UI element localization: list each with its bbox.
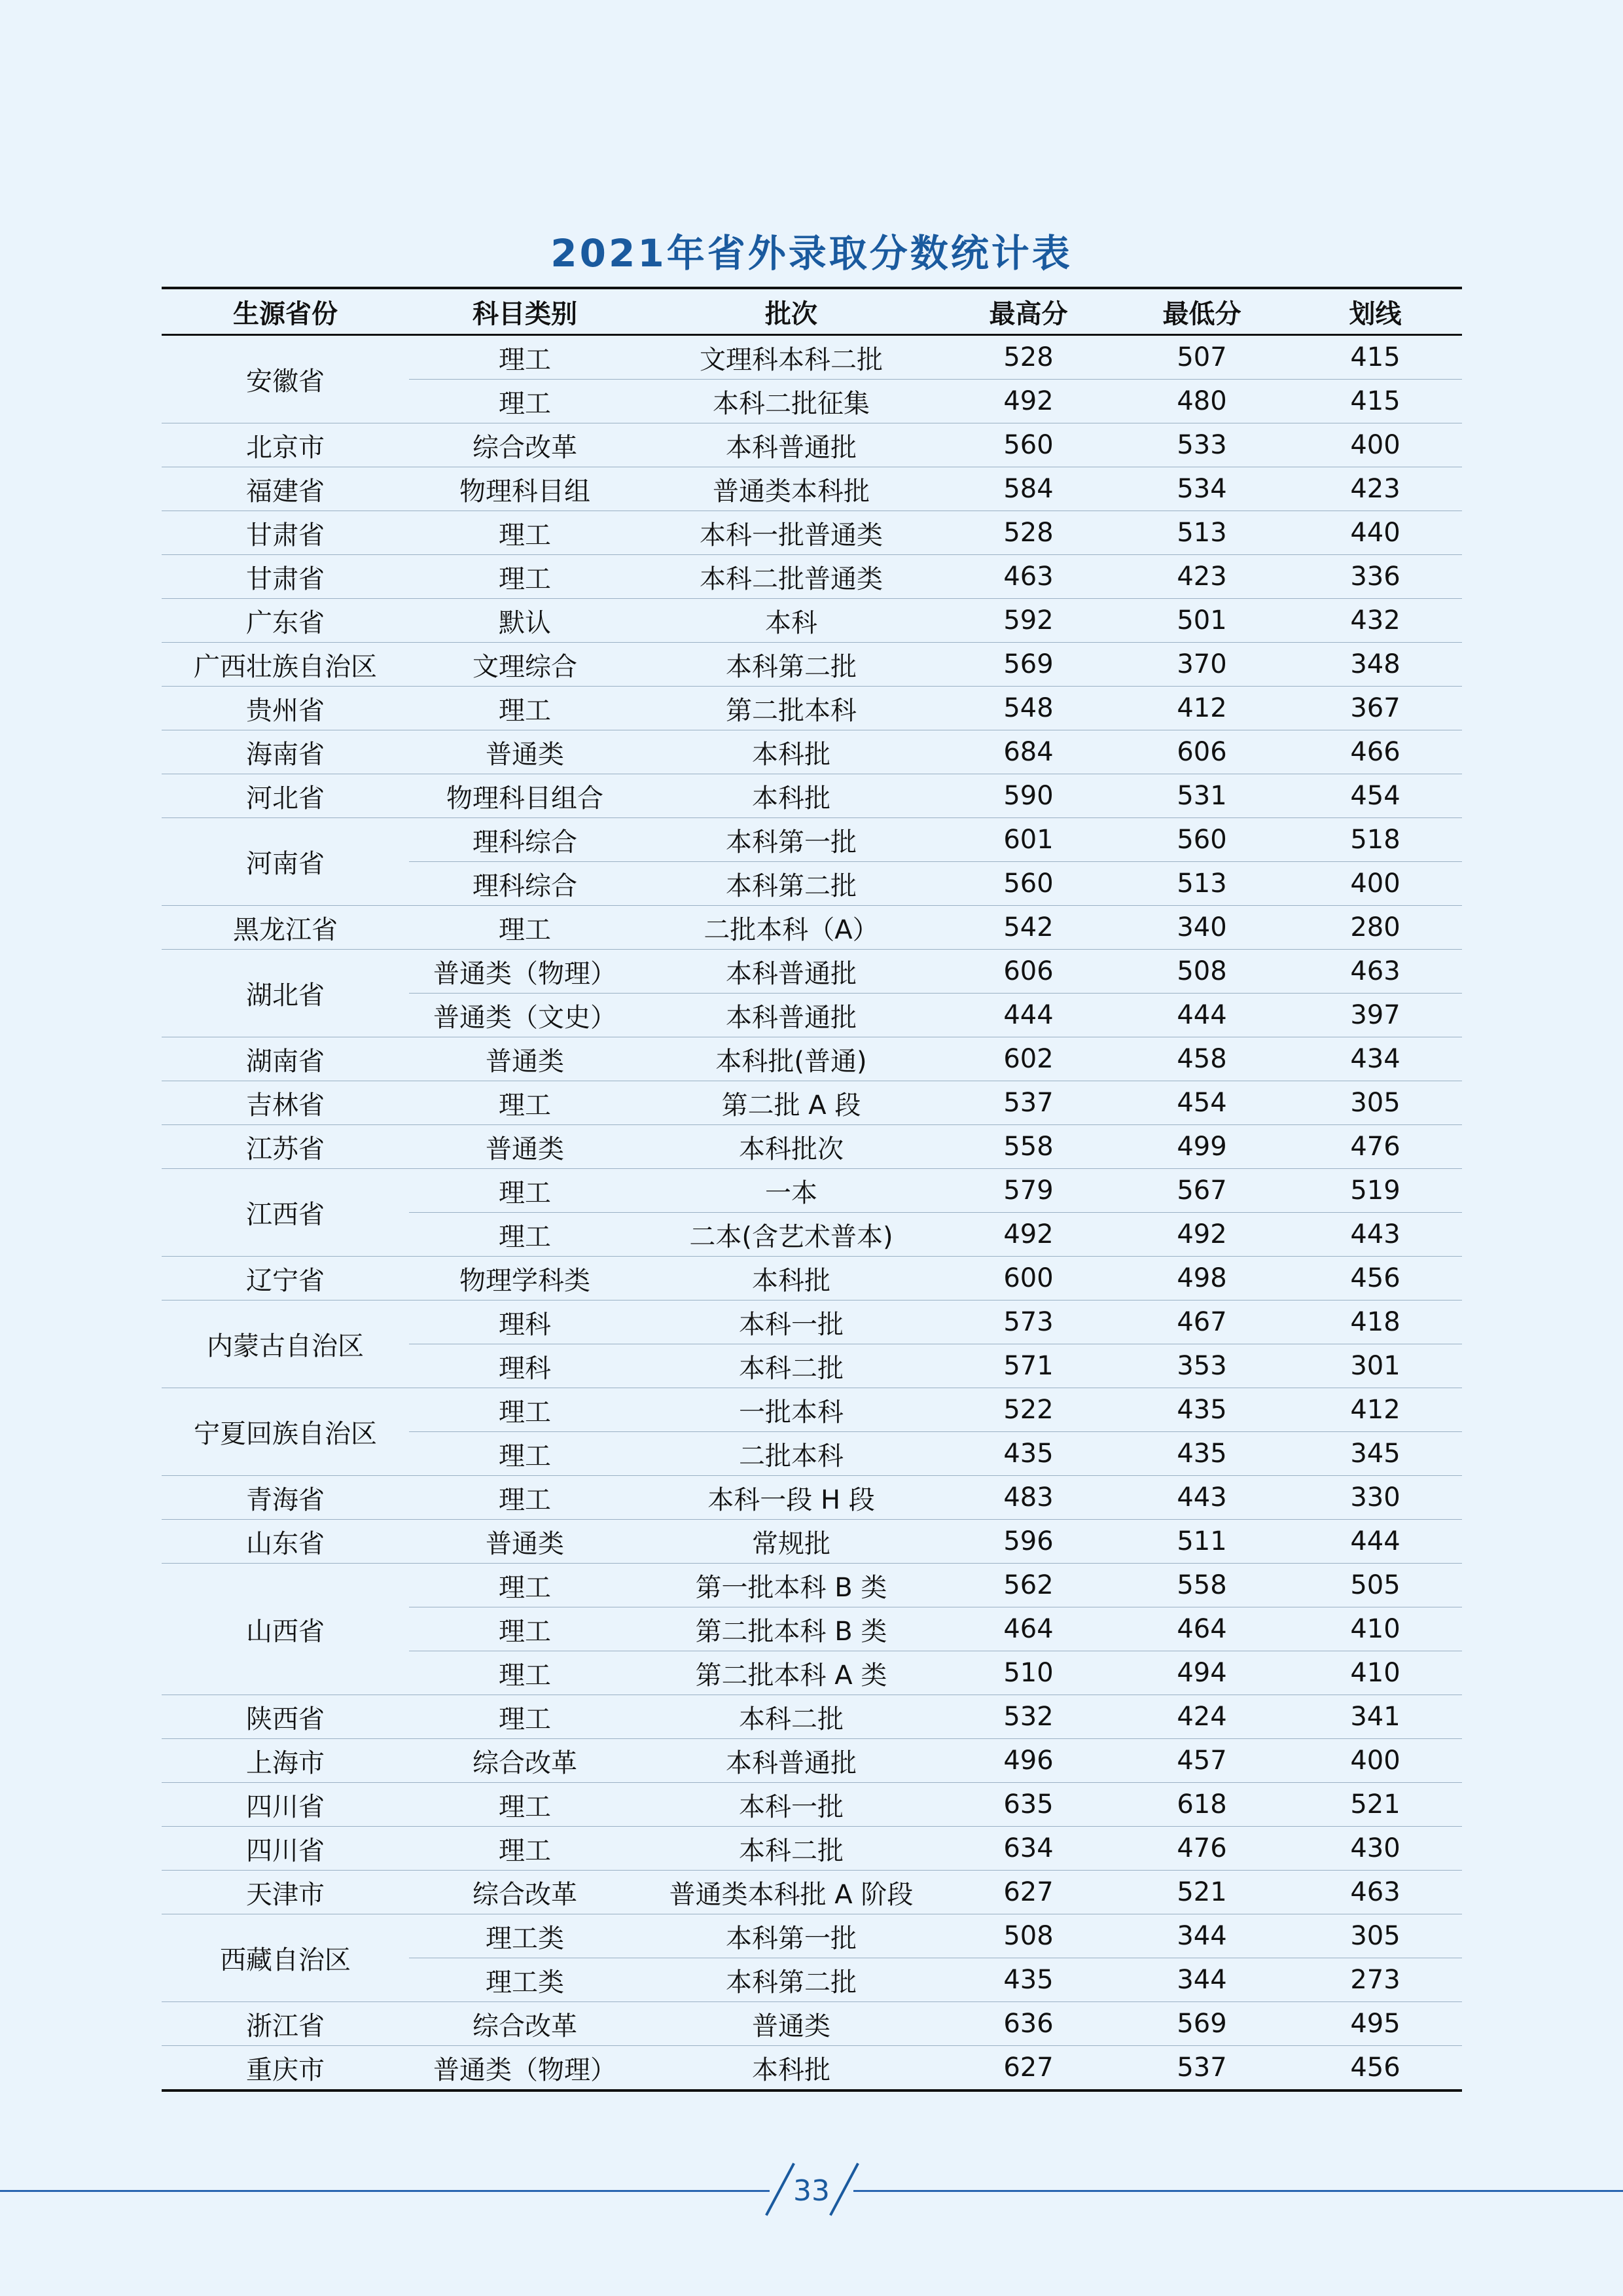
cell-max-score: 627: [942, 2046, 1115, 2091]
cell-max-score: 560: [942, 862, 1115, 906]
header-cutoff-line: 划线: [1289, 288, 1462, 335]
cell-batch: 本科批: [641, 1257, 942, 1300]
cell-batch: 本科批: [641, 2046, 942, 2091]
cell-subject: 普通类（文史）: [409, 994, 641, 1037]
cell-subject: 理工: [409, 1783, 641, 1827]
cell-max-score: 492: [942, 380, 1115, 423]
cell-cutoff-line: 305: [1289, 1914, 1462, 1958]
cell-cutoff-line: 495: [1289, 2002, 1462, 2046]
cell-max-score: 635: [942, 1783, 1115, 1827]
cell-cutoff-line: 397: [1289, 994, 1462, 1037]
cell-subject: 理工: [409, 1827, 641, 1871]
table-row: [162, 1520, 1462, 1564]
cell-cutoff-line: 330: [1289, 1476, 1462, 1520]
cell-batch: 本科批: [641, 730, 942, 774]
cell-cutoff-line: 463: [1289, 950, 1462, 994]
cell-max-score: 510: [942, 1651, 1115, 1695]
table-row: [162, 1739, 1462, 1783]
cell-batch: 二批本科: [641, 1432, 942, 1476]
cell-max-score: 528: [942, 335, 1115, 380]
cell-min-score: 370: [1115, 643, 1289, 687]
cell-min-score: 560: [1115, 818, 1289, 862]
cell-cutoff-line: 400: [1289, 862, 1462, 906]
cell-subject: 普通类: [409, 1037, 641, 1081]
table-row: [162, 1827, 1462, 1871]
cell-min-score: 558: [1115, 1564, 1289, 1607]
cell-province: 山西省: [162, 1564, 409, 1695]
cell-min-score: 513: [1115, 862, 1289, 906]
cell-min-score: 424: [1115, 1695, 1289, 1739]
cell-cutoff-line: 463: [1289, 1871, 1462, 1914]
cell-subject: 理工: [409, 511, 641, 555]
cell-subject: 理工: [409, 1476, 641, 1520]
cell-batch: 本科普通批: [641, 994, 942, 1037]
cell-batch: 普通类本科批 A 阶段: [641, 1871, 942, 1914]
cell-min-score: 457: [1115, 1739, 1289, 1783]
cell-batch: 普通类: [641, 2002, 942, 2046]
table-row: [162, 1695, 1462, 1739]
cell-subject: 文理综合: [409, 643, 641, 687]
cell-province: 陕西省: [162, 1695, 409, 1739]
cell-min-score: 344: [1115, 1958, 1289, 2002]
cell-batch: 本科一批: [641, 1783, 942, 1827]
table-row: [162, 1871, 1462, 1914]
cell-subject: 理工: [409, 1564, 641, 1607]
table-row: [162, 1300, 1462, 1344]
cell-min-score: 606: [1115, 730, 1289, 774]
cell-min-score: 533: [1115, 423, 1289, 467]
cell-max-score: 569: [942, 643, 1115, 687]
table-row: [162, 1476, 1462, 1520]
table-row: [162, 950, 1462, 994]
cell-province: 宁夏回族自治区: [162, 1388, 409, 1476]
cell-cutoff-line: 273: [1289, 1958, 1462, 2002]
cell-batch: 本科普通批: [641, 1739, 942, 1783]
cell-max-score: 542: [942, 906, 1115, 950]
cell-province: 西藏自治区: [162, 1914, 409, 2002]
cell-batch: 本科第一批: [641, 1914, 942, 1958]
cell-subject: 普通类（物理）: [409, 950, 641, 994]
cell-max-score: 532: [942, 1695, 1115, 1739]
cell-min-score: 567: [1115, 1169, 1289, 1213]
cell-province: 内蒙古自治区: [162, 1300, 409, 1388]
table-row: [162, 511, 1462, 555]
header-min-score: 最低分: [1115, 288, 1289, 335]
cell-subject: 理科综合: [409, 862, 641, 906]
cell-subject: 理工: [409, 335, 641, 380]
page-number: 33: [793, 2174, 830, 2208]
cell-province: 湖南省: [162, 1037, 409, 1081]
cell-subject: 默认: [409, 599, 641, 643]
cell-batch: 第二批 A 段: [641, 1081, 942, 1125]
cell-max-score: 606: [942, 950, 1115, 994]
cell-subject: 理工: [409, 1607, 641, 1651]
table-row: [162, 643, 1462, 687]
cell-batch: 本科批(普通): [641, 1037, 942, 1081]
cell-max-score: 584: [942, 467, 1115, 511]
cell-subject: 理工: [409, 1213, 641, 1257]
table-row: [162, 1257, 1462, 1300]
cell-max-score: 634: [942, 1827, 1115, 1871]
cell-province: 上海市: [162, 1739, 409, 1783]
cell-province: 河北省: [162, 774, 409, 818]
cell-cutoff-line: 443: [1289, 1213, 1462, 1257]
table-row: [162, 906, 1462, 950]
cell-province: 辽宁省: [162, 1257, 409, 1300]
cell-province: 青海省: [162, 1476, 409, 1520]
table-row: [162, 1169, 1462, 1213]
footer-rule-right: [853, 2190, 1623, 2192]
cell-subject: 理科综合: [409, 818, 641, 862]
cell-max-score: 483: [942, 1476, 1115, 1520]
cell-province: 天津市: [162, 1871, 409, 1914]
cell-subject: 普通类: [409, 1520, 641, 1564]
cell-min-score: 494: [1115, 1651, 1289, 1695]
cell-subject: 理工: [409, 906, 641, 950]
cell-min-score: 513: [1115, 511, 1289, 555]
cell-max-score: 548: [942, 687, 1115, 730]
cell-province: 海南省: [162, 730, 409, 774]
cell-batch: 第一批本科 B 类: [641, 1564, 942, 1607]
cell-batch: 本科二批: [641, 1344, 942, 1388]
cell-batch: 本科批次: [641, 1125, 942, 1169]
cell-max-score: 464: [942, 1607, 1115, 1651]
cell-province: 河南省: [162, 818, 409, 906]
cell-batch: 本科二批: [641, 1695, 942, 1739]
table-row: [162, 599, 1462, 643]
cell-max-score: 496: [942, 1739, 1115, 1783]
cell-min-score: 501: [1115, 599, 1289, 643]
header-batch: 批次: [641, 288, 942, 335]
table-row: [162, 423, 1462, 467]
cell-province: 湖北省: [162, 950, 409, 1037]
cell-max-score: 463: [942, 555, 1115, 599]
cell-min-score: 344: [1115, 1914, 1289, 1958]
cell-cutoff-line: 400: [1289, 1739, 1462, 1783]
cell-max-score: 522: [942, 1388, 1115, 1432]
cell-min-score: 492: [1115, 1213, 1289, 1257]
table-row: [162, 818, 1462, 862]
cell-min-score: 340: [1115, 906, 1289, 950]
cell-province: 吉林省: [162, 1081, 409, 1125]
cell-subject: 理工: [409, 1432, 641, 1476]
cell-cutoff-line: 367: [1289, 687, 1462, 730]
cell-cutoff-line: 476: [1289, 1125, 1462, 1169]
cell-subject: 理工: [409, 1081, 641, 1125]
cell-batch: 一批本科: [641, 1388, 942, 1432]
cell-subject: 理科: [409, 1300, 641, 1344]
cell-cutoff-line: 410: [1289, 1607, 1462, 1651]
cell-batch: 文理科本科二批: [641, 335, 942, 380]
cell-province: 江西省: [162, 1169, 409, 1257]
cell-province: 四川省: [162, 1783, 409, 1827]
cell-subject: 理工: [409, 1169, 641, 1213]
cell-cutoff-line: 418: [1289, 1300, 1462, 1344]
cell-province: 黑龙江省: [162, 906, 409, 950]
cell-cutoff-line: 305: [1289, 1081, 1462, 1125]
cell-max-score: 601: [942, 818, 1115, 862]
cell-min-score: 569: [1115, 2002, 1289, 2046]
header-province: 生源省份: [162, 288, 409, 335]
cell-batch: 本科第二批: [641, 1958, 942, 2002]
cell-province: 四川省: [162, 1827, 409, 1871]
cell-cutoff-line: 280: [1289, 906, 1462, 950]
cell-subject: 理工: [409, 555, 641, 599]
cell-batch: 本科一批: [641, 1300, 942, 1344]
cell-max-score: 592: [942, 599, 1115, 643]
cell-batch: 本科普通批: [641, 423, 942, 467]
cell-min-score: 412: [1115, 687, 1289, 730]
cell-batch: 第二批本科 A 类: [641, 1651, 942, 1695]
cell-max-score: 528: [942, 511, 1115, 555]
cell-cutoff-line: 301: [1289, 1344, 1462, 1388]
cell-max-score: 508: [942, 1914, 1115, 1958]
cell-min-score: 507: [1115, 335, 1289, 380]
cell-min-score: 480: [1115, 380, 1289, 423]
cell-cutoff-line: 456: [1289, 2046, 1462, 2091]
cell-province: 贵州省: [162, 687, 409, 730]
cell-batch: 常规批: [641, 1520, 942, 1564]
cell-batch: 本科第二批: [641, 862, 942, 906]
cell-min-score: 511: [1115, 1520, 1289, 1564]
cell-min-score: 534: [1115, 467, 1289, 511]
cell-min-score: 508: [1115, 950, 1289, 994]
cell-cutoff-line: 341: [1289, 1695, 1462, 1739]
cell-province: 广西壮族自治区: [162, 643, 409, 687]
table-row: [162, 1037, 1462, 1081]
cell-cutoff-line: 434: [1289, 1037, 1462, 1081]
cell-province: 甘肃省: [162, 511, 409, 555]
cell-batch: 本科第二批: [641, 643, 942, 687]
cell-min-score: 458: [1115, 1037, 1289, 1081]
table-row: [162, 555, 1462, 599]
cell-max-score: 492: [942, 1213, 1115, 1257]
cell-batch: 第二批本科: [641, 687, 942, 730]
cell-max-score: 573: [942, 1300, 1115, 1344]
cell-cutoff-line: 444: [1289, 1520, 1462, 1564]
cell-cutoff-line: 348: [1289, 643, 1462, 687]
cell-province: 广东省: [162, 599, 409, 643]
cell-subject: 理工: [409, 1388, 641, 1432]
cell-batch: 本科一段 H 段: [641, 1476, 942, 1520]
cell-subject: 综合改革: [409, 2002, 641, 2046]
cell-max-score: 600: [942, 1257, 1115, 1300]
cell-subject: 物理科目组: [409, 467, 641, 511]
cell-province: 重庆市: [162, 2046, 409, 2091]
cell-min-score: 498: [1115, 1257, 1289, 1300]
cell-batch: 本科批: [641, 774, 942, 818]
cell-subject: 理工: [409, 1695, 641, 1739]
cell-province: 浙江省: [162, 2002, 409, 2046]
table-row: [162, 1564, 1462, 1607]
cell-cutoff-line: 519: [1289, 1169, 1462, 1213]
cell-min-score: 499: [1115, 1125, 1289, 1169]
cell-subject: 物理科目组合: [409, 774, 641, 818]
cell-batch: 本科第一批: [641, 818, 942, 862]
cell-min-score: 435: [1115, 1432, 1289, 1476]
cell-cutoff-line: 521: [1289, 1783, 1462, 1827]
cell-min-score: 435: [1115, 1388, 1289, 1432]
table-header: [162, 288, 1462, 335]
cell-max-score: 558: [942, 1125, 1115, 1169]
cell-min-score: 443: [1115, 1476, 1289, 1520]
cell-min-score: 423: [1115, 555, 1289, 599]
cell-subject: 普通类: [409, 730, 641, 774]
cell-subject: 物理学科类: [409, 1257, 641, 1300]
table-row: [162, 774, 1462, 818]
cell-cutoff-line: 415: [1289, 335, 1462, 380]
table-row: [162, 1388, 1462, 1432]
table-row: [162, 2002, 1462, 2046]
cell-cutoff-line: 466: [1289, 730, 1462, 774]
cell-cutoff-line: 505: [1289, 1564, 1462, 1607]
cell-subject: 综合改革: [409, 423, 641, 467]
cell-subject: 理工类: [409, 1958, 641, 2002]
cell-cutoff-line: 440: [1289, 511, 1462, 555]
cell-subject: 理科: [409, 1344, 641, 1388]
cell-cutoff-line: 336: [1289, 555, 1462, 599]
table-body: [162, 335, 1462, 2091]
cell-batch: 本科二批普通类: [641, 555, 942, 599]
cell-batch: 普通类本科批: [641, 467, 942, 511]
cell-cutoff-line: 345: [1289, 1432, 1462, 1476]
cell-min-score: 476: [1115, 1827, 1289, 1871]
cell-min-score: 467: [1115, 1300, 1289, 1344]
cell-min-score: 454: [1115, 1081, 1289, 1125]
cell-batch: 二批本科（A）: [641, 906, 942, 950]
cell-min-score: 353: [1115, 1344, 1289, 1388]
cell-batch: 本科: [641, 599, 942, 643]
cell-province: 北京市: [162, 423, 409, 467]
cell-province: 安徽省: [162, 335, 409, 423]
cell-subject: 综合改革: [409, 1739, 641, 1783]
cell-subject: 普通类: [409, 1125, 641, 1169]
cell-cutoff-line: 456: [1289, 1257, 1462, 1300]
cell-cutoff-line: 410: [1289, 1651, 1462, 1695]
cell-province: 山东省: [162, 1520, 409, 1564]
score-table: [162, 287, 1462, 2092]
cell-province: 福建省: [162, 467, 409, 511]
table-row: [162, 335, 1462, 380]
cell-max-score: 562: [942, 1564, 1115, 1607]
table-row: [162, 687, 1462, 730]
cell-cutoff-line: 412: [1289, 1388, 1462, 1432]
cell-batch: 本科一批普通类: [641, 511, 942, 555]
cell-subject: 理工类: [409, 1914, 641, 1958]
cell-batch: 第二批本科 B 类: [641, 1607, 942, 1651]
cell-min-score: 618: [1115, 1783, 1289, 1827]
table-row: [162, 1081, 1462, 1125]
cell-max-score: 435: [942, 1958, 1115, 2002]
header-max-score: 最高分: [942, 288, 1115, 335]
cell-province: 甘肃省: [162, 555, 409, 599]
cell-max-score: 571: [942, 1344, 1115, 1388]
cell-cutoff-line: 423: [1289, 467, 1462, 511]
table-row: [162, 1125, 1462, 1169]
cell-subject: 理工: [409, 380, 641, 423]
table-row: [162, 1914, 1462, 1958]
cell-cutoff-line: 400: [1289, 423, 1462, 467]
cell-batch: 本科普通批: [641, 950, 942, 994]
header-subject: 科目类别: [409, 288, 641, 335]
table-row: [162, 2046, 1462, 2091]
table-row: [162, 467, 1462, 511]
page-title: 2021年省外录取分数统计表: [550, 231, 1073, 276]
cell-cutoff-line: 518: [1289, 818, 1462, 862]
cell-subject: 理工: [409, 687, 641, 730]
cell-batch: 本科二批征集: [641, 380, 942, 423]
cell-max-score: 684: [942, 730, 1115, 774]
header-row: [162, 288, 1462, 335]
cell-max-score: 590: [942, 774, 1115, 818]
cell-subject: 普通类（物理）: [409, 2046, 641, 2091]
cell-max-score: 435: [942, 1432, 1115, 1476]
cell-subject: 综合改革: [409, 1871, 641, 1914]
cell-min-score: 531: [1115, 774, 1289, 818]
cell-max-score: 579: [942, 1169, 1115, 1213]
cell-cutoff-line: 454: [1289, 774, 1462, 818]
cell-max-score: 596: [942, 1520, 1115, 1564]
cell-province: 江苏省: [162, 1125, 409, 1169]
cell-max-score: 627: [942, 1871, 1115, 1914]
cell-min-score: 521: [1115, 1871, 1289, 1914]
cell-max-score: 537: [942, 1081, 1115, 1125]
cell-cutoff-line: 415: [1289, 380, 1462, 423]
cell-cutoff-line: 430: [1289, 1827, 1462, 1871]
footer-rule-left: [0, 2190, 770, 2192]
cell-max-score: 444: [942, 994, 1115, 1037]
cell-batch: 一本: [641, 1169, 942, 1213]
cell-subject: 理工: [409, 1651, 641, 1695]
cell-min-score: 464: [1115, 1607, 1289, 1651]
cell-cutoff-line: 432: [1289, 599, 1462, 643]
cell-min-score: 444: [1115, 994, 1289, 1037]
table-row: [162, 1783, 1462, 1827]
cell-max-score: 636: [942, 2002, 1115, 2046]
table-row: [162, 730, 1462, 774]
cell-min-score: 537: [1115, 2046, 1289, 2091]
cell-batch: 本科二批: [641, 1827, 942, 1871]
cell-max-score: 602: [942, 1037, 1115, 1081]
cell-max-score: 560: [942, 423, 1115, 467]
cell-batch: 二本(含艺术普本): [641, 1213, 942, 1257]
